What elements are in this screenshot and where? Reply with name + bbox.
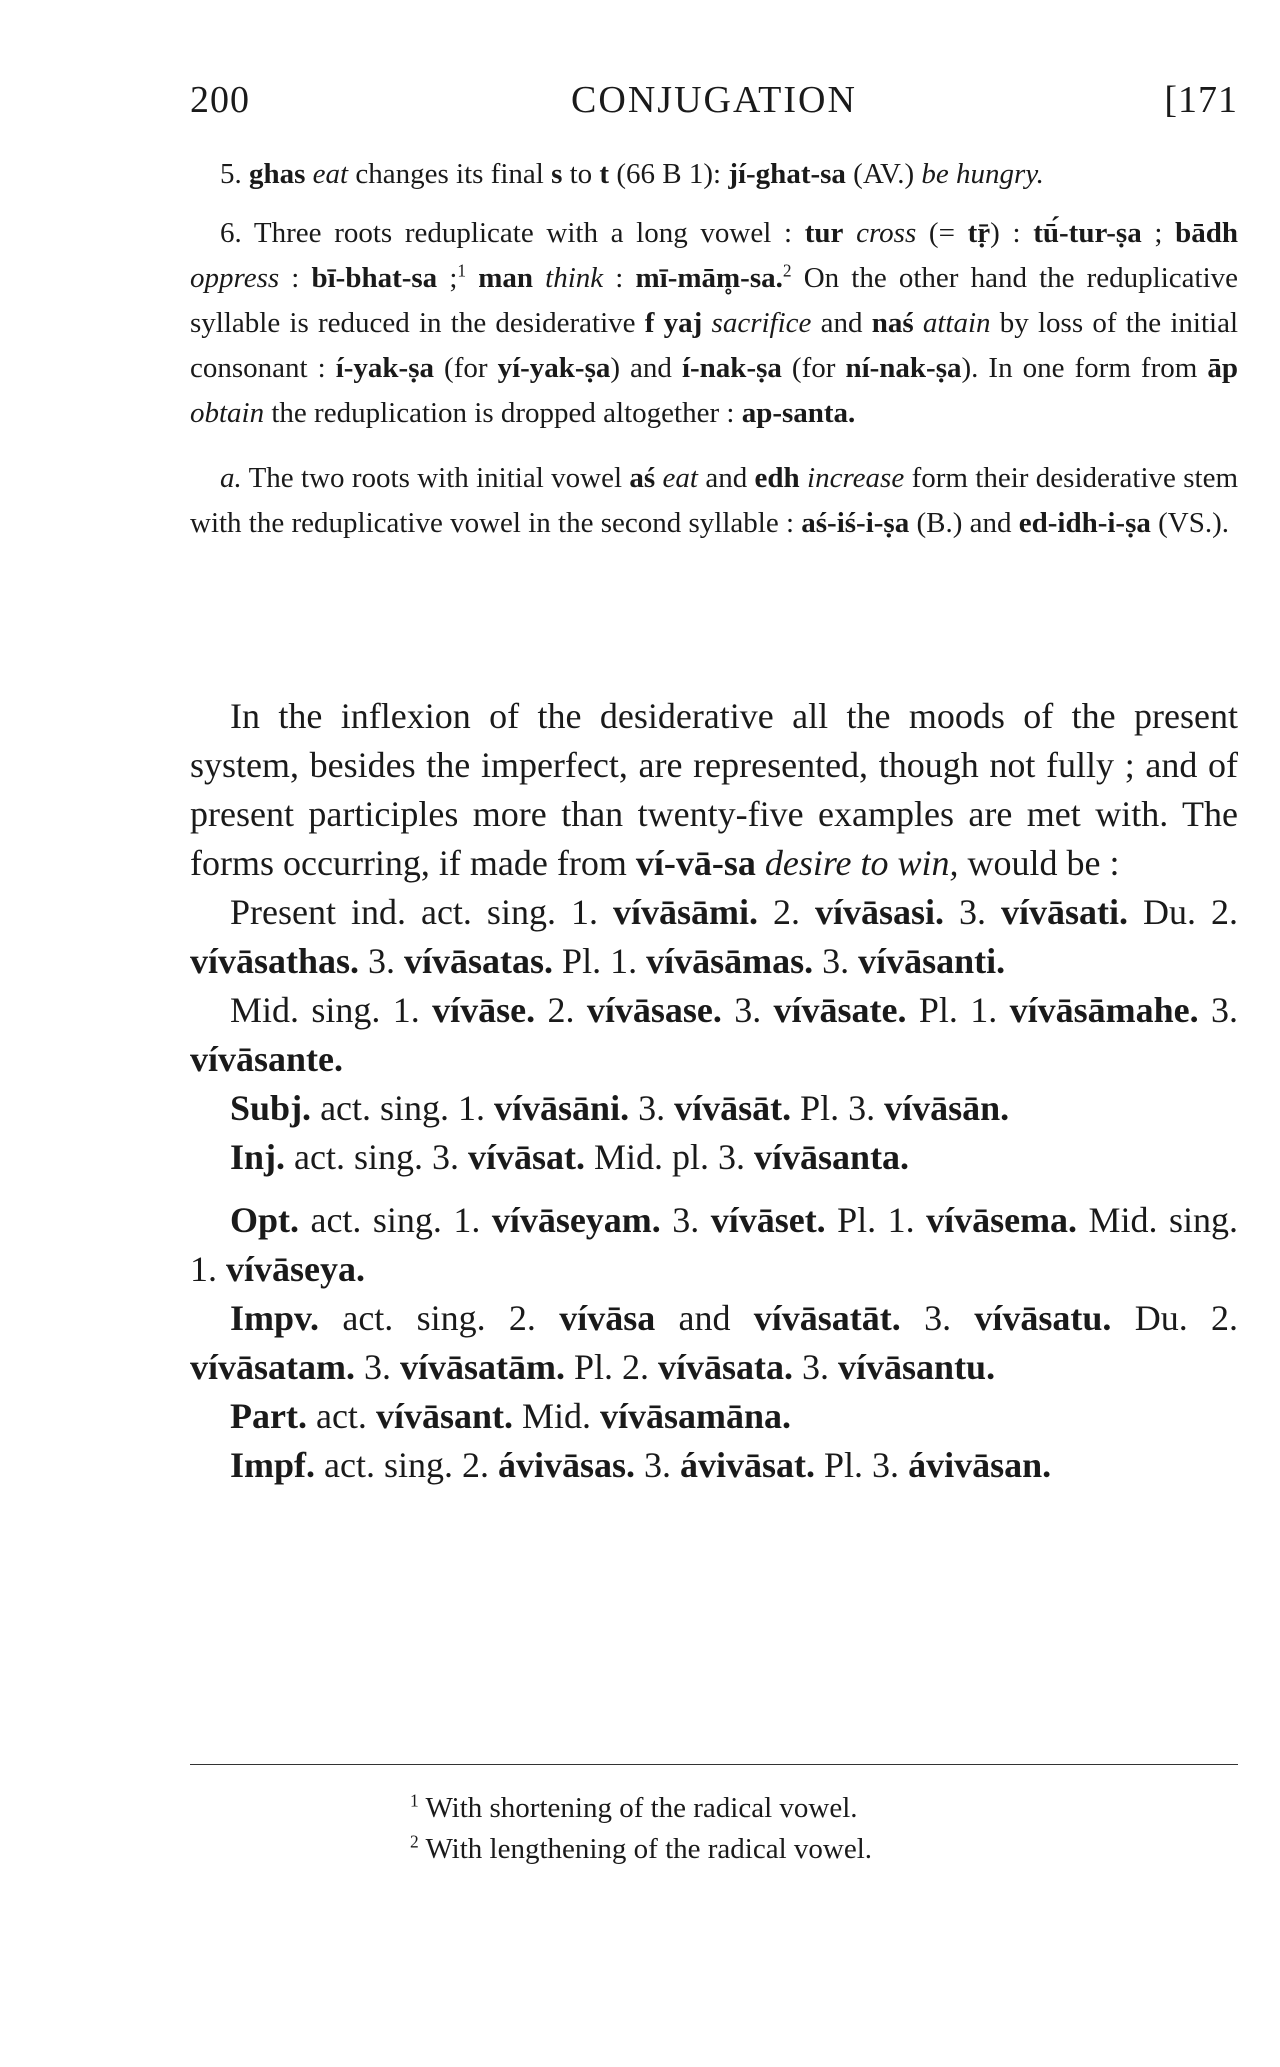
footnote-ref: 2 [782,260,792,281]
sanskrit-form: vívāsatāt. [753,1298,901,1338]
gloss: cross [856,217,917,249]
sanskrit-form: ed-idh-i-ṣa [1018,507,1151,539]
footnote [410,1829,872,1870]
footnote-text: With shortening of the radical vowel. [425,1792,858,1824]
gloss: eat [662,462,698,494]
footnotes [410,1788,872,1870]
sanskrit-form: vívāsanta. [754,1137,910,1177]
gloss: increase [807,462,905,494]
sanskrit-form: vívāsanti. [858,941,1006,981]
sanskrit-form: tur [804,217,844,249]
sanskrit-form: vívāsāmi. [612,892,758,932]
sanskrit-form: vívāsāni. [494,1088,630,1128]
footnote-ref: 1 [457,260,467,281]
main-paragraph: In the inflexion of the desiderative all the moods of the present system, besides the imperfect, are represented, though not fully ; and of present participles more than twenty-five examples are met with. The forms occurring, if made from ví-vā-sa desire to win, would be : [190,696,1238,883]
notes-block [190,152,1238,546]
note-paragraph: 6. Three roots reduplicate with a long vowel : tur cross (= tṝ) : tū́-tur-ṣa ; bādh oppress : bī-bhat-sa ;$^1$ man think : mī-mām̥-sa.$^2$ On the other hand the reduplicative syllable is reduced in the desiderative f yaj sacrifice and naś attain by loss of the initial consonant : í-yak-ṣa (for yí-yak-ṣa) and í-nak-ṣa (for ní-nak-ṣa). In one form from āp obtain the reduplication is dropped altogether : ap-santa. [190,217,1239,429]
sanskrit-form: vívāsāt. [674,1088,792,1128]
note-paragraph: 5. ghas eat changes its final s to t (66 B 1): jí-ghat-sa (AV.) be hungry. [220,158,1044,190]
sanskrit-form: vívāsāmas. [646,941,814,981]
sanskrit-form: vívāsāmahe. [1009,990,1199,1030]
sanskrit-form: vívāsamāna. [599,1396,792,1436]
sanskrit-form: vívāsān. [884,1088,1010,1128]
sanskrit-form: vívāsant. [375,1396,513,1436]
sanskrit-form: yí-yak-ṣa [497,352,611,384]
footnote-divider [190,1764,1238,1765]
sanskrit-form: vívāsatu. [974,1298,1112,1338]
main-text-block [190,692,1238,1490]
gloss: think [545,262,604,294]
sanskrit-form: bī-bhat-sa [311,262,438,294]
sanskrit-form: vívāseya. [226,1249,365,1289]
sanskrit-form: ví-vā-sa [635,843,756,883]
footnote-text: With lengthening of the radical vowel. [425,1833,873,1865]
sanskrit-form: vívāsathas. [190,941,360,981]
sanskrit-form: í-yak-ṣa [335,352,435,384]
sanskrit-form: tū́-tur-ṣa [1033,217,1142,249]
sanskrit-form: āp [1207,352,1238,384]
page-title: CONJUGATION [571,79,857,121]
sanskrit-form: ghas [249,158,306,190]
sanskrit-form: f yaj [644,307,703,339]
sanskrit-form: vívāsante. [190,1039,343,1079]
section-number: [171 [1164,79,1238,121]
sanskrit-form: t [599,158,610,190]
footnote [410,1788,872,1829]
paradigm-paragraph: Impf. act. sing. 2. ávivāsas. 3. ávivāsat. Pl. 3. ávivāsan. [230,1445,1052,1485]
gloss: obtain [190,397,265,429]
page-number: 200 [190,79,250,121]
paradigm-paragraph: Present ind. act. sing. 1. vívāsāmi. 2. vívāsasi. 3. vívāsati. Du. 2. vívāsathas. 3. vívāsatas. Pl. 1. vívāsāmas. 3. vívāsanti. [190,892,1239,981]
sanskrit-form: vívāse. [432,990,536,1030]
sanskrit-form: vívāsata. [658,1347,794,1387]
sanskrit-form: ap-santa. [741,397,856,429]
sanskrit-form: vívāsasi. [814,892,944,932]
sanskrit-form: mī-mām̥-sa. [635,262,783,294]
paradigm-paragraph: Mid. sing. 1. vívāse. 2. vívāsase. 3. vívāsate. Pl. 1. vívāsāmahe. 3. vívāsante. [190,990,1238,1079]
gloss: desire to win, [764,843,959,883]
sanskrit-form: edh [754,462,800,494]
paradigm-paragraph: Part. act. vívāsant. Mid. vívāsamāna. [230,1396,792,1436]
sanskrit-form: vívāsema. [926,1200,1078,1240]
note-paragraph: a. The two roots with initial vowel aś eat and edh increase form their desiderative stem with the reduplicative vowel in the second syllable : aś-iś-i-ṣa (B.) and ed-idh-i-ṣa (VS.). [190,462,1239,539]
sanskrit-form: jí-ghat-sa [728,158,846,190]
sanskrit-form: vívāsa [559,1298,656,1338]
sanskrit-form: í-nak-ṣa [681,352,782,384]
gloss: oppress [190,262,280,294]
sanskrit-form: Impv. [230,1298,320,1338]
sanskrit-form: tṝ [967,217,991,249]
sanskrit-form: Part. [230,1396,307,1436]
running-header [190,78,1238,128]
sanskrit-form: vívāset. [710,1200,826,1240]
gloss: attain [922,307,991,339]
sanskrit-form: s [551,158,563,190]
sanskrit-form: vívāsatam. [190,1347,355,1387]
sanskrit-form: ávivāsan. [908,1445,1052,1485]
paradigm-paragraph: Inj. act. sing. 3. vívāsat. Mid. pl. 3. vívāsanta. [230,1137,910,1177]
footnote-mark: 1 [410,1790,419,1811]
sanskrit-form: Subj. [230,1088,312,1128]
sanskrit-form: Inj. [230,1137,286,1177]
sanskrit-form: vívāseyam. [491,1200,661,1240]
paradigm-paragraph: Impv. act. sing. 2. vívāsa and vívāsatāt. 3. vívāsatu. Du. 2. vívāsatam. 3. vívāsatām. Pl. 2. vívāsata. 3. vívāsantu. [190,1298,1239,1387]
sanskrit-form: naś [871,307,914,339]
sanskrit-form: man [478,262,534,294]
sanskrit-form: bādh [1175,217,1239,249]
gloss: a. [220,462,242,494]
sanskrit-form: vívāsatām. [400,1347,565,1387]
sanskrit-form: Impf. [230,1445,316,1485]
sanskrit-form: Opt. [230,1200,300,1240]
sanskrit-form: vívāsantu. [838,1347,996,1387]
sanskrit-form: vívāsati. [1001,892,1129,932]
gloss: eat [312,158,349,190]
sanskrit-form: ávivāsat. [680,1445,816,1485]
sanskrit-form: aś-iś-i-ṣa [801,507,910,539]
paradigm-paragraph: Subj. act. sing. 1. vívāsāni. 3. vívāsāt. Pl. 3. vívāsān. [230,1088,1010,1128]
paradigm-paragraph: Opt. act. sing. 1. vívāseyam. 3. vívāset. Pl. 1. vívāsema. Mid. sing. 1. vívāseya. [190,1200,1238,1289]
footnote-mark: 2 [410,1831,419,1852]
sanskrit-form: vívāsate. [773,990,907,1030]
sanskrit-form: ní-nak-ṣa [845,352,962,384]
sanskrit-form: ávivāsas. [498,1445,636,1485]
sanskrit-form: vívāsase. [586,990,722,1030]
sanskrit-form: vívāsat. [468,1137,586,1177]
sanskrit-form: aś [629,462,656,494]
gloss: be hungry. [921,158,1044,190]
sanskrit-form: vívāsatas. [404,941,554,981]
gloss: sacrifice [711,307,812,339]
